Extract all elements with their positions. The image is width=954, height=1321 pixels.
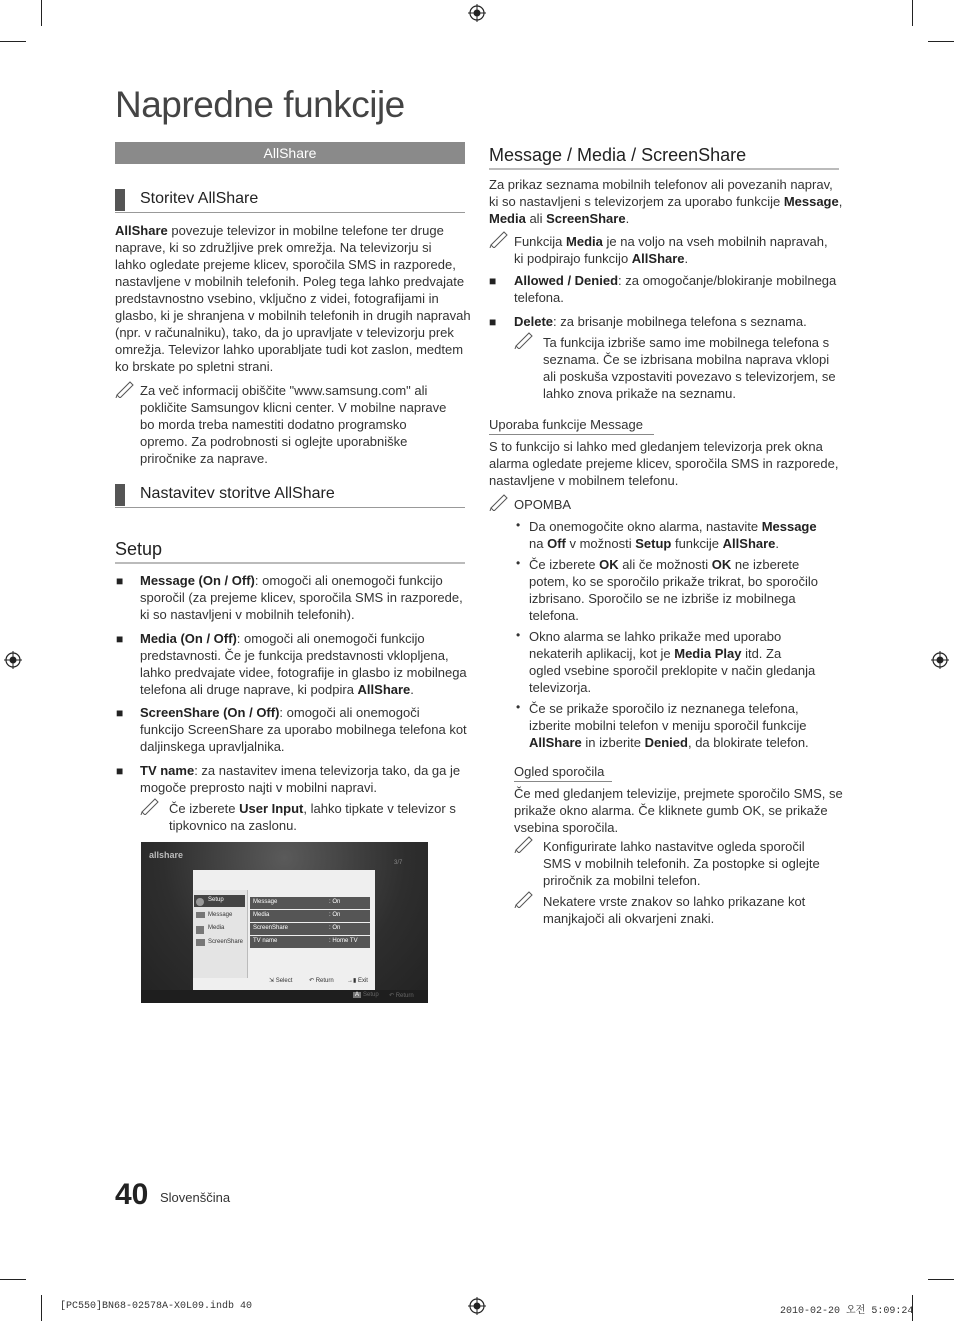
note-pencil-icon (514, 835, 534, 853)
crop-mark (0, 41, 26, 42)
right-heading: Message / Media / ScreenShare (489, 145, 747, 165)
ogled-paragraph: Če med gledanjem televizije, prejmete sporočilo SMS, se prikaže okno alarma. Če kliknete gumb OK, se prikaže vsebina sporočila. (514, 786, 843, 835)
setup-item-screenshare: ScreenShare (On / Off): omogoči ali onemogoči funkcijo ScreenShare za uporabo mobilnega telefona kot daljinskega upravljalnika. (140, 705, 467, 754)
allshare-tv-screenshot (141, 842, 428, 1003)
setup-heading: Setup (115, 539, 163, 559)
ogled-heading: Ogled sporočila (514, 764, 605, 779)
note-pencil-icon (514, 890, 534, 908)
tv-menu-setup[interactable]: Setup (208, 897, 224, 903)
bullet-square: ■ (116, 632, 124, 646)
divider (115, 507, 465, 508)
tv-row-value: : Home TV (329, 938, 358, 944)
setup-item-message: Message (On / Off): omogoči ali onemogoči funkcijo sporočil (za prejeme klicev, sporočila SMS in razporede, ki so nastavljeni v mobilnih telefonih). (140, 573, 463, 622)
crop-mark (928, 41, 954, 42)
opomba-bullet-3: Okno alarma se lahko prikaže med uporabo nekaterih aplikacij, kot je Media Play itd. Za ogled vsebine sporočil preklopite v način gledanja televizorja. (529, 629, 816, 695)
registration-mark-icon (468, 4, 486, 22)
registration-mark-icon (468, 1297, 486, 1315)
crop-mark (41, 0, 42, 26)
opomba-bullet-1: Da onemogočite okno alarma, nastavite Message na Off v možnosti Setup funkcije AllShare. (529, 519, 817, 551)
storitev-heading: Storitev AllShare (140, 190, 259, 207)
bullet-square: ■ (489, 315, 497, 329)
note-pencil-icon (115, 380, 135, 398)
tv-return-label: ↶ Return (309, 978, 334, 984)
bullet-dot: • (516, 628, 521, 642)
crop-mark (928, 1279, 954, 1280)
note-pencil-icon (489, 493, 509, 511)
tv-row-key: TV name (253, 938, 278, 944)
opomba-bullet-2: Če izberete OK ali če možnosti OK ne izberete potem, ko se sporočilo prikaže trikrat, bo sporočilo izbrisano. Sporočilo se ne izbriše iz mobilnega telefona. (529, 557, 819, 623)
tv-menu-screenshare[interactable]: ScreenShare (208, 939, 244, 945)
tv-counter: 3/7 (394, 860, 403, 866)
crop-mark (0, 1279, 26, 1280)
storitev-heading-block (115, 189, 465, 213)
setup-item-tvname: TV name: za nastavitev imena televizorja tako, da ga je mogoče preprosto najti v mobilni napravi. (140, 763, 461, 795)
tv-row-value: : On (329, 912, 341, 918)
crop-mark (41, 1295, 42, 1321)
divider (489, 168, 839, 170)
tv-menu-message[interactable]: Message (208, 912, 233, 918)
storitev-note: Za več informacij obiščite "www.samsung.com" ali pokličite Samsungov klicni center. V mobilne naprave bo morda treba namestiti dodatno programsko opremo. Za podrobnosti si oglejte uporabniške priročnike za naprave. (140, 383, 447, 466)
bullet-dot: • (516, 518, 521, 532)
divider (489, 434, 654, 435)
tv-row-key: Message (253, 899, 278, 905)
page-number: 40 (115, 1178, 149, 1211)
tv-row-key: Media (253, 912, 270, 918)
note-pencil-icon (514, 331, 534, 349)
media-note: Funkcija Media je na voljo na vseh mobilnih napravah, ki podpirajo funkcijo AllShare. (514, 234, 828, 266)
setup-item-media: Media (On / Off): omogoči ali onemogoči funkcijo predstavnosti. Če je funkcija predstavnosti vklopljena, lahko predvajate videe, fotografije in glasbo iz mobilnega telefona ali druge naprave, ki podpira AllShare. (140, 631, 467, 697)
registration-mark-icon (4, 651, 22, 669)
tv-a-button[interactable]: A (355, 992, 360, 998)
ogled-note-2: Nekatere vrste znakov so lahko prikazane kot manjkajoči ali okvarjeni znaki. (543, 894, 806, 926)
page-title: Napredne funkcije (115, 84, 405, 125)
nastavitev-heading-block (115, 484, 465, 508)
allshare-logo: allshare (149, 850, 184, 860)
registration-mark-icon (931, 651, 949, 669)
opomba-bullet-4: Če se prikaže sporočilo iz neznanega telefona, izberite mobilni telefon v meniju sporočil funkcije AllShare in izberite Denied, da blokirate telefon. (529, 701, 809, 750)
delete-item: Delete: za brisanje mobilnega telefona s seznama. (514, 314, 807, 329)
tv-row-value: : On (329, 899, 341, 905)
delete-note: Ta funkcija izbriše samo ime mobilnega telefona s seznama. Če se izbrisana mobilna naprava vklopi ali poskuša vzpostaviti povezavo s televizorjem, se lahko znova prikaže na seznamu. (543, 335, 836, 401)
storitev-paragraph: AllShare povezuje televizor in mobilne telefone ter druge naprave, ki so združljive prek omrežja. Na televizorju si lahko ogledate prejeme klicev, sporočila SMS in razporede, nastavljene v mobilnih telefonih. Poleg tega lahko predvajate predstavnostno vsebino, vključno z videi, fotografijami in glasbo, ki je shranjena v mobilnih telefonih in drugih napravah (npr. v računalniku), tako, da jo upravljate v televizorju prek omrežja. Televizor lahko uporabljate tudi kot zaslon, medtem ko brskate po spletni strani. (115, 223, 471, 374)
bullet-dot: • (516, 556, 521, 570)
bullet-dot: • (516, 700, 521, 714)
right-intro: Za prikaz seznama mobilnih telefonov ali povezanih naprav, ki so nastavljeni s televizorjem za uporabo funkcije Message, Media ali ScreenShare. (489, 177, 843, 226)
divider (514, 781, 612, 782)
nastavitev-heading: Nastavitev storitve AllShare (140, 485, 335, 502)
opomba-label: OPOMBA (514, 497, 572, 512)
tv-bottom-return: ↶ Return (389, 993, 414, 999)
footer-file: [PC550]BN68-02578A-X0L09.indb 40 (60, 1301, 253, 1312)
divider (115, 562, 465, 564)
crop-mark (912, 0, 913, 26)
tv-bottom-setup: Setup (363, 992, 379, 998)
bullet-square: ■ (116, 764, 124, 778)
uporaba-paragraph: S to funkcijo si lahko med gledanjem televizorja prek okna alarma ogledate prejeme klicev, sporočila SMS in razporede, nastavljene v mobilnem telefonu. (489, 439, 839, 488)
bullet-square: ■ (489, 274, 497, 288)
bullet-square: ■ (116, 574, 124, 588)
footer-date: 2010-02-20 오전 5:09:24 (780, 1306, 914, 1317)
allowed-item: Allowed / Denied: za omogočanje/blokiranje mobilnega telefona. (514, 273, 837, 305)
tv-exit-label: →▮ Exit (347, 978, 368, 984)
note-pencil-icon (489, 230, 509, 248)
tvname-note: Če izberete User Input, lahko tipkate v televizor s tipkovnico na zaslonu. (169, 801, 456, 833)
tv-row-value: : On (329, 925, 341, 931)
ogled-note-1: Konfigurirate lahko nastavitve ogleda sporočil SMS v mobilnih telefonih. Za postopke si oglejte priročnik za mobilni telefon. (543, 839, 820, 888)
bullet-square: ■ (116, 706, 124, 720)
section-band: AllShare (115, 142, 465, 164)
language-label: Slovenščina (160, 1190, 231, 1205)
tv-menu-media[interactable]: Media (208, 925, 225, 931)
uporaba-heading: Uporaba funkcije Message (489, 417, 643, 432)
note-pencil-icon (140, 797, 160, 815)
tv-row-key: ScreenShare (253, 925, 289, 931)
divider (115, 212, 465, 213)
tv-select-label: ⇲ Select (269, 978, 293, 984)
